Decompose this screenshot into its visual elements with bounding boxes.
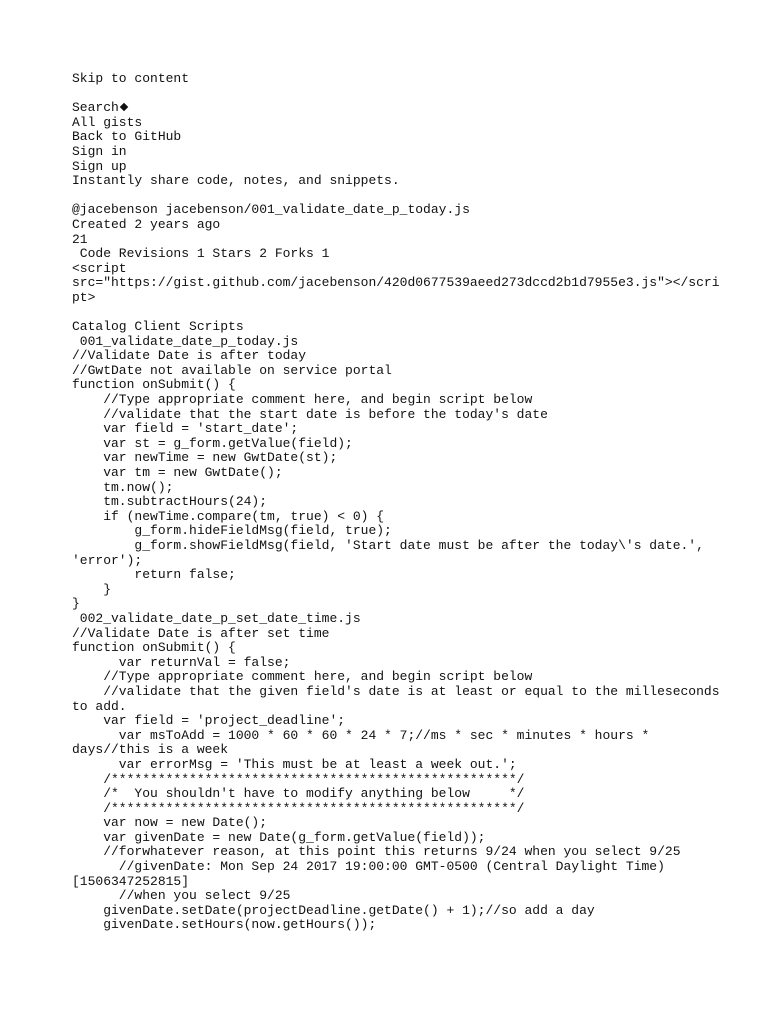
embed-line: pt>: [72, 289, 96, 305]
all-gists-text[interactable]: All gists: [72, 114, 143, 130]
code-line: //forwhatever reason, at this point this returns 9/24 when you select 9/25: [72, 844, 681, 860]
code-line: function onSubmit() {: [72, 640, 236, 656]
sign-up-text[interactable]: Sign up: [72, 158, 127, 174]
embed-line: src="https://gist.github.com/jacebenson/420d0677539aeed273dccd2b1d7955e3.js"></scri: [72, 275, 720, 291]
code-line: if (newTime.compare(tm, true) < 0) {: [72, 508, 385, 524]
code-line: }: [72, 581, 112, 597]
code-line: tm.subtractHours(24);: [72, 494, 268, 510]
file-name[interactable]: 002_validate_date_p_set_date_time.js: [72, 610, 361, 626]
code-line: var msToAdd = 1000 * 60 * 60 * 24 * 7;//ms * sec * minutes * hours *: [72, 727, 650, 743]
gist-count: 21: [72, 231, 88, 247]
code-line: //when you select 9/25: [72, 888, 291, 904]
code-line: return false;: [72, 567, 236, 583]
code-line: var returnVal = false;: [72, 654, 291, 670]
code-line: //Type appropriate comment here, and begin script below: [72, 392, 533, 408]
spacer: [72, 87, 700, 102]
code-line: /* You shouldn't have to modify anything below */: [72, 786, 525, 802]
code-line: //Type appropriate comment here, and begin script below: [72, 669, 533, 685]
search-link[interactable]: [72, 101, 700, 116]
code-line: var tm = new GwtDate();: [72, 465, 283, 481]
code-line: //GwtDate not available on service portal: [72, 362, 392, 378]
back-to-github-link[interactable]: [72, 130, 700, 145]
page-content: [72, 71, 720, 933]
code-line: //Validate Date is after set time: [72, 625, 330, 641]
code-line: givenDate.setDate(projectDeadline.getDate() + 1);//so add a day: [72, 902, 595, 918]
code-line: //Validate Date is after today: [72, 348, 307, 364]
code-block-file2: [72, 625, 720, 933]
code-line: /****************************************************/: [72, 800, 525, 816]
code-line: g_form.hideFieldMsg(field, true);: [72, 523, 392, 539]
tagline: Instantly share code, notes, and snippets.: [72, 173, 400, 189]
code-line: //validate that the start date is before the today's date: [72, 406, 548, 422]
code-line: function onSubmit() {: [72, 377, 236, 393]
code-line: tm.now();: [72, 479, 174, 495]
spacer: [72, 306, 700, 321]
gist-stats[interactable]: Code Revisions 1 Stars 2 Forks 1: [72, 246, 330, 262]
sign-up-link[interactable]: [72, 160, 700, 175]
code-line: 'error');: [72, 552, 143, 568]
embed-line: <script: [72, 260, 127, 276]
code-line: //validate that the given field's date is at least or equal to the milleseconds: [72, 683, 720, 699]
code-line: [1506347252815]: [72, 873, 190, 889]
code-line: var now = new Date();: [72, 815, 268, 831]
gist-created: Created 2 years ago: [72, 216, 221, 232]
code-line: var errorMsg = 'This must be at least a week out.';: [72, 756, 517, 772]
code-line: }: [72, 596, 80, 612]
code-line: var givenDate = new Date(g_form.getValue(field));: [72, 829, 486, 845]
search-icon[interactable]: [120, 103, 128, 111]
code-line: g_form.showFieldMsg(field, 'Start date must be after the today\'s date.',: [72, 538, 704, 553]
code-line: //givenDate: Mon Sep 24 2017 19:00:00 GMT-0500 (Central Daylight Time): [72, 859, 665, 875]
code-block-file1: [72, 348, 704, 612]
gist-title[interactable]: @jacebenson jacebenson/001_validate_date_p_today.js: [72, 202, 470, 218]
section-heading: Catalog Client Scripts: [72, 319, 244, 335]
code-line: var field = 'project_deadline';: [72, 713, 346, 729]
search-label[interactable]: Search: [72, 100, 119, 116]
code-line: var field = 'start_date';: [72, 421, 299, 437]
code-line: days//this is a week: [72, 742, 229, 758]
code-line: to add.: [72, 698, 127, 714]
spacer: [72, 189, 700, 204]
sign-in-link[interactable]: [72, 145, 700, 160]
sign-in-text[interactable]: Sign in: [72, 143, 127, 159]
code-line: var newTime = new GwtDate(st);: [72, 450, 338, 466]
code-line: /****************************************************/: [72, 771, 525, 787]
file-name[interactable]: 001_validate_date_p_today.js: [72, 333, 299, 349]
back-to-github-text[interactable]: Back to GitHub: [72, 129, 182, 145]
code-line: var st = g_form.getValue(field);: [72, 435, 353, 451]
skip-link-text[interactable]: Skip to content: [72, 71, 190, 86]
skip-link[interactable]: [72, 72, 700, 87]
all-gists-link[interactable]: [72, 116, 700, 131]
code-line: givenDate.setHours(now.getHours());: [72, 917, 377, 933]
